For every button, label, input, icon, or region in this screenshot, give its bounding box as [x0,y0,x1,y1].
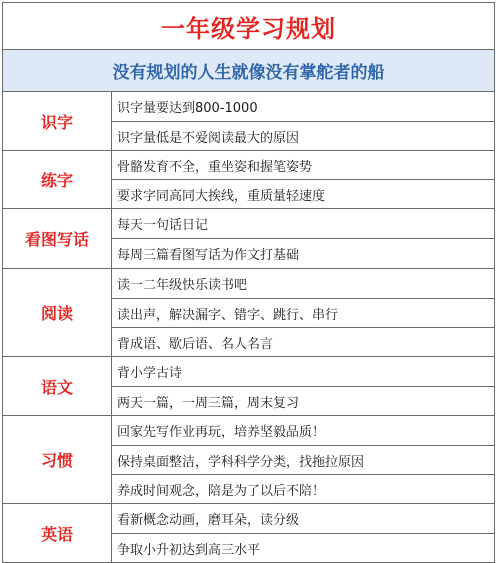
section-label: 习惯 [3,416,112,503]
plan-item: 识字量低是不爱阅读最大的原因 [112,121,494,150]
plan-item: 每天一句话日记 [117,218,209,233]
plan-item: 争取小升初达到高三水平 [112,533,494,562]
section-literacy [3,92,494,151]
page-subtitle: 没有规划的人生就像没有掌舵者的船 [3,50,494,92]
page-title: 一年级学习规划 [3,3,494,50]
study-plan-table [2,2,495,563]
section-english [3,504,494,563]
plan-item: 两天一篇，一周三篇，周末复习 [112,386,494,415]
plan-item: 回家先写作业再玩，培养坚毅品质！ [117,425,326,440]
plan-item: 每周三篇看图写话为作文打基础 [112,238,494,268]
plan-item: 养成时间观念，陪是为了以后不陪！ [112,474,494,503]
section-handwriting [3,151,494,209]
plan-item: 识字量要达到800-1000 [117,101,258,116]
section-label: 阅读 [3,269,112,356]
section-label: 识字 [3,92,112,150]
plan-item: 背小学古诗 [117,366,183,381]
section-habits [3,416,494,504]
section-picture-writing [3,209,494,269]
plan-item: 读出声，解决漏字、错字、跳行、串行 [112,298,494,327]
section-label: 看图写话 [3,209,112,268]
section-label: 练字 [3,151,112,208]
section-label: 英语 [3,504,112,562]
plan-item: 骨骼发育不全，重坐姿和握笔姿势 [117,159,313,175]
plan-item: 看新概念动画，磨耳朵，读分级 [117,513,300,528]
plan-item: 要求字同高同大挨线，重质量轻速度 [112,179,494,208]
section-label: 语文 [3,357,112,415]
plan-item: 背成语、歇后语、名人名言 [112,327,494,356]
plan-item: 保持桌面整洁，学科科学分类，找拖拉原因 [112,445,494,474]
section-reading [3,269,494,357]
section-chinese [3,357,494,416]
plan-item: 读一二年级快乐读书吧 [117,278,248,293]
